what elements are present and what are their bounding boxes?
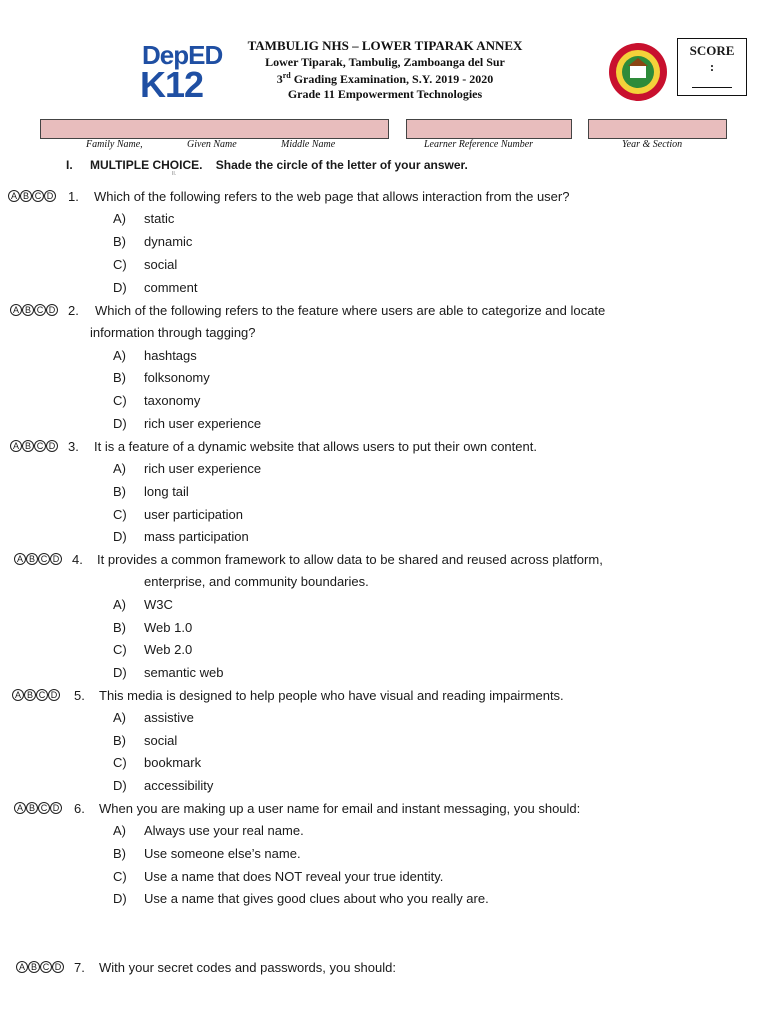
logo-deped-text: DepED xyxy=(142,40,223,70)
option-letter: C) xyxy=(113,507,127,522)
question-text-continued: information through tagging? xyxy=(90,325,256,340)
option-letter: C) xyxy=(113,869,127,884)
year-section-label: Year & Section xyxy=(622,139,683,150)
exam-title: 3rd Grading Examination, S.Y. 2019 - 2020 xyxy=(276,71,494,86)
answer-bubble-d[interactable]: D xyxy=(52,961,64,973)
score-blank-line xyxy=(692,87,732,88)
answer-bubbles xyxy=(12,689,60,701)
answer-bubble-d[interactable]: D xyxy=(44,190,56,202)
answer-bubble-b[interactable]: B xyxy=(20,190,32,202)
option-text: dynamic xyxy=(144,234,193,249)
answer-bubble-a[interactable]: A xyxy=(8,190,20,202)
school-address: Lower Tiparak, Tambulig, Zamboanga del Sur xyxy=(265,55,505,69)
option-letter: A) xyxy=(113,823,126,838)
answer-bubble-a[interactable]: A xyxy=(10,304,22,316)
option-letter: C) xyxy=(113,257,127,272)
question-number: 3. xyxy=(68,439,79,454)
option-text: social xyxy=(144,257,178,272)
option-letter: A) xyxy=(113,710,126,725)
answer-bubble-b[interactable]: B xyxy=(22,440,34,452)
option-text: Use a name that does NOT reveal your true identity. xyxy=(144,869,444,884)
option-letter: D) xyxy=(113,416,127,431)
option-letter: C) xyxy=(113,393,127,408)
question-number: 5. xyxy=(74,688,85,703)
answer-bubble-a[interactable]: A xyxy=(16,961,28,973)
answer-bubble-b[interactable]: B xyxy=(22,304,34,316)
lrn-label: Learner Reference Number xyxy=(424,139,534,150)
answer-bubble-b[interactable]: B xyxy=(24,689,36,701)
question-text: It provides a common framework to allow data to be shared and reused across platform, xyxy=(97,552,603,567)
answer-bubble-a[interactable]: A xyxy=(14,802,26,814)
answer-bubble-d[interactable]: D xyxy=(46,440,58,452)
question-number: 2. xyxy=(68,303,79,318)
answer-bubble-b[interactable]: B xyxy=(26,553,38,565)
answer-bubble-a[interactable]: A xyxy=(12,689,24,701)
option-text: long tail xyxy=(144,484,189,499)
question-text: With your secret codes and passwords, you should: xyxy=(99,960,396,975)
question-number: 1. xyxy=(68,189,79,204)
option-letter: D) xyxy=(113,665,127,680)
school-name: TAMBULIG NHS – LOWER TIPARAK ANNEX xyxy=(247,38,523,53)
option-letter: B) xyxy=(113,484,126,499)
option-text: assistive xyxy=(144,710,194,725)
question-number: 7. xyxy=(74,960,85,975)
option-text: W3C xyxy=(144,597,173,612)
answer-bubbles xyxy=(14,802,62,814)
answer-bubble-d[interactable]: D xyxy=(46,304,58,316)
option-text: Web 1.0 xyxy=(144,620,193,635)
option-text: user participation xyxy=(144,507,243,522)
answer-bubble-d[interactable]: D xyxy=(50,553,62,565)
score-box xyxy=(677,38,747,96)
option-text: folksonomy xyxy=(144,370,210,385)
option-text: mass participation xyxy=(144,529,249,544)
school-seal-icon xyxy=(608,42,668,102)
name-field[interactable] xyxy=(40,119,389,139)
option-text: rich user experience xyxy=(144,416,262,431)
answer-bubble-b[interactable]: B xyxy=(26,802,38,814)
given-name-label: Given Name xyxy=(187,139,237,150)
answer-bubble-c[interactable]: C xyxy=(38,802,50,814)
tiny-mark: II. xyxy=(172,171,177,177)
answer-bubbles xyxy=(16,961,64,973)
question-text: Which of the following refers to the web page that allows interaction from the user? xyxy=(94,189,570,204)
answer-bubble-c[interactable]: C xyxy=(32,190,44,202)
option-text: Use someone else’s name. xyxy=(144,846,301,861)
lrn-field[interactable] xyxy=(406,119,572,139)
option-letter: A) xyxy=(113,348,126,363)
option-text: Use a name that gives good clues about who you really are. xyxy=(144,891,489,906)
option-letter: C) xyxy=(113,755,127,770)
option-text: social xyxy=(144,733,178,748)
logo-k12-text: K12 xyxy=(140,64,204,105)
answer-bubbles xyxy=(14,553,62,565)
question-text-continued: enterprise, and community boundaries. xyxy=(144,574,369,589)
option-text: taxonomy xyxy=(144,393,201,408)
year-section-field[interactable] xyxy=(588,119,727,139)
option-text: Always use your real name. xyxy=(144,823,304,838)
answer-bubbles xyxy=(8,190,56,202)
option-text: hashtags xyxy=(144,348,197,363)
answer-bubbles xyxy=(10,304,58,316)
option-letter: B) xyxy=(113,846,126,861)
option-letter: B) xyxy=(113,370,126,385)
answer-bubble-c[interactable]: C xyxy=(34,304,46,316)
question-text: It is a feature of a dynamic website that allows users to put their own content. xyxy=(94,439,537,454)
family-name-label: Family Name, xyxy=(86,139,143,150)
option-letter: A) xyxy=(113,461,126,476)
answer-bubble-c[interactable]: C xyxy=(36,689,48,701)
option-text: bookmark xyxy=(144,755,202,770)
answer-bubble-c[interactable]: C xyxy=(38,553,50,565)
option-letter: B) xyxy=(113,620,126,635)
option-letter: B) xyxy=(113,733,126,748)
option-text: accessibility xyxy=(144,778,214,793)
answer-bubble-a[interactable]: A xyxy=(14,553,26,565)
answer-bubble-c[interactable]: C xyxy=(34,440,46,452)
option-letter: A) xyxy=(113,211,126,226)
option-letter: B) xyxy=(113,234,126,249)
option-text: semantic web xyxy=(144,665,224,680)
option-letter: C) xyxy=(113,642,127,657)
score-label: SCORE xyxy=(689,43,735,58)
answer-bubble-d[interactable]: D xyxy=(50,802,62,814)
option-letter: A) xyxy=(113,597,126,612)
option-letter: D) xyxy=(113,529,127,544)
section-heading: I. MULTIPLE CHOICE. Shade the circle of the letter of your answer. xyxy=(66,158,468,172)
question-text: Which of the following refers to the feature where users are able to categorize and locate xyxy=(95,303,606,318)
answer-bubble-b[interactable]: B xyxy=(28,961,40,973)
option-letter: D) xyxy=(113,891,127,906)
answer-bubble-a[interactable]: A xyxy=(10,440,22,452)
option-text: Web 2.0 xyxy=(144,642,193,657)
subject-title: Grade 11 Empowerment Technologies xyxy=(287,87,483,101)
option-text: static xyxy=(144,211,175,226)
answer-bubble-d[interactable]: D xyxy=(48,689,60,701)
answer-bubble-c[interactable]: C xyxy=(40,961,52,973)
option-letter: D) xyxy=(113,280,127,295)
option-letter: D) xyxy=(113,778,127,793)
question-text: This media is designed to help people who have visual and reading impairments. xyxy=(99,688,564,703)
option-text: rich user experience xyxy=(144,461,262,476)
question-number: 6. xyxy=(74,801,85,816)
option-text: comment xyxy=(144,280,198,295)
middle-name-label: Middle Name xyxy=(281,139,336,150)
question-number: 4. xyxy=(72,552,83,567)
question-text: When you are making up a user name for email and instant messaging, you should: xyxy=(99,801,581,816)
score-colon: : xyxy=(709,59,715,74)
answer-bubbles xyxy=(10,440,58,452)
